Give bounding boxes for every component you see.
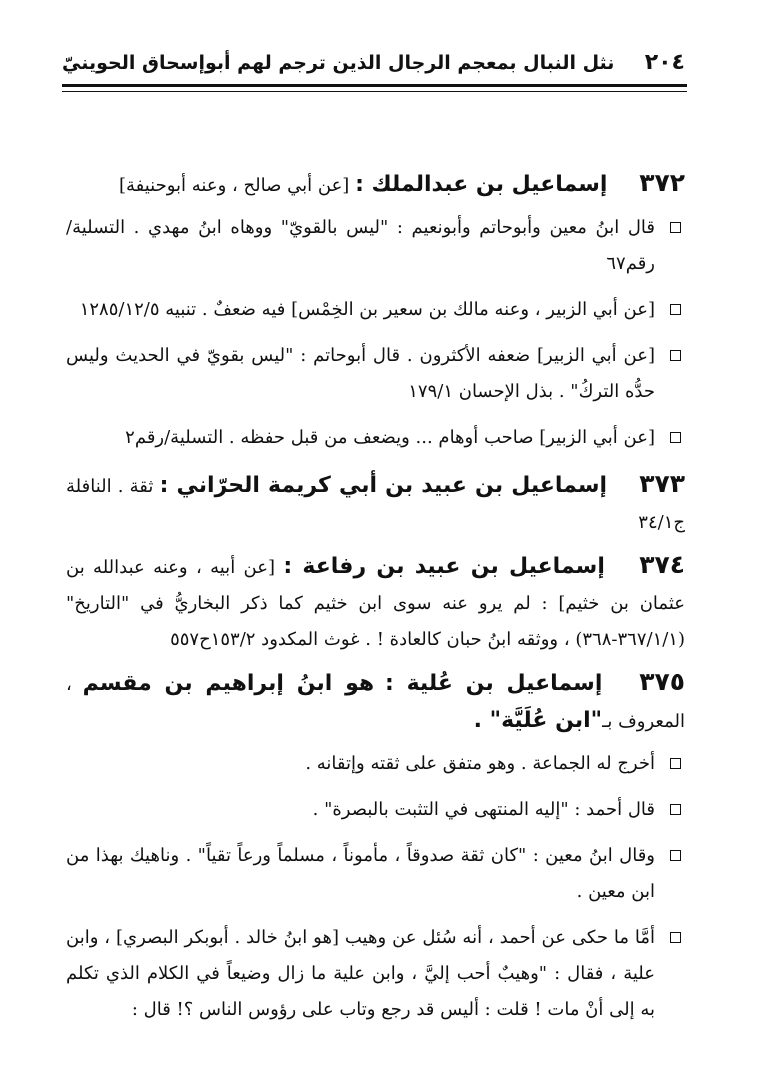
list-item — [66, 838, 685, 910]
list-item — [66, 338, 685, 410]
entry-heading — [66, 664, 685, 740]
entry-emphasis: "ابن عُلَيَّة" . — [473, 708, 603, 733]
entry-number: ٣٧٤ — [639, 550, 685, 579]
list-item — [66, 420, 685, 456]
entry-heading — [66, 165, 685, 204]
list-item — [66, 792, 685, 828]
running-title: نثل النبال بمعجم الرجال الذين ترجم لهم أبوإسحاق الحوينيّ — [62, 52, 615, 74]
entry-text: [عن أبي صالح ، وعنه أبوحنيفة] — [118, 175, 350, 196]
square-bullet-icon — [670, 758, 681, 769]
page-content — [66, 165, 685, 1038]
entry-name: إسماعيل بن عُلية : — [384, 671, 603, 696]
entry-heading — [66, 547, 685, 658]
list-item-text: [عن أبي الزبير ، وعنه مالك بن سعير بن الخِمْس] فيه ضعفٌ . تنبيه ١٢٨٥/١٢/٥ — [79, 299, 655, 320]
header-rule-thin — [62, 91, 687, 92]
list-item-text: قال ابنُ معين وأبوحاتم وأبونعيم : "ليس بالقويّ" ووهاه ابنُ مهدي . التسلية/رقم٦٧ — [66, 217, 655, 274]
square-bullet-icon — [670, 222, 681, 233]
entry-name: إسماعيل بن عبدالملك : — [355, 172, 608, 197]
list-item — [66, 920, 685, 1028]
square-bullet-icon — [670, 432, 681, 443]
header-rule-thick — [62, 84, 687, 87]
list-item-text: [عن أبي الزبير] ضعفه الأكثرون . قال أبوحاتم : "ليس بقويّ في الحديث وليس حدُّه التركُ" . بذل الإحسان ١٧٩/١ — [66, 345, 655, 402]
entry-text: ، المعروف بـ — [66, 674, 685, 732]
page-number: ٢٠٤ — [644, 50, 685, 75]
entry-name: إسماعيل بن عبيد بن أبي كريمة الحرّاني : — [159, 473, 608, 498]
square-bullet-icon — [670, 350, 681, 361]
entry-text: [عن أبيه ، وعنه عبدالله بن عثمان بن خثيم] : لم يرو عنه سوى ابن خثيم كما ذكر البخاريُّ في "التاريخ" (٣٦٧/١/١-٣٦٨) ، ووثقه ابنُ حبان كالعادة ! . غوث المكدود ١٥٣/٢ح٥٥٧ — [66, 557, 685, 650]
list-item-text: [عن أبي الزبير] صاحب أوهام ... ويضعف من قبل حفظه . التسلية/رقم٢ — [125, 427, 655, 448]
list-item-text: قال أحمد : "إليه المنتهى في التثبت بالبصرة" . — [312, 799, 655, 820]
square-bullet-icon — [670, 804, 681, 815]
square-bullet-icon — [670, 932, 681, 943]
list-item-text: أمَّا ما حكى عن أحمد ، أنه سُئل عن وهيب [هو ابنُ خالد . أبوبكر البصري] ، وابن علية ، فقال : "وهيبٌ أحب إليَّ ، وابن علية ما زال وضيعاً في الكلام الذي تكلم به إلى أنْ مات ! قلت : أليس قد رجع وتاب على رؤوس الناس ؟! قال : — [66, 927, 655, 1020]
list-item-text: وقال ابنُ معين : "كان ثقة صدوقاً ، مأموناً ، مسلماً ورعاً تقياً" . وناهيك بهذا من ابن معين . — [66, 845, 655, 902]
entry-number: ٣٧٥ — [639, 667, 685, 696]
entry-heading — [66, 466, 685, 541]
entry-number: ٣٧٣ — [639, 469, 685, 498]
entry-text: ثقة . النافلة ج٣٤/١ — [66, 476, 685, 533]
page-header — [62, 50, 685, 80]
square-bullet-icon — [670, 304, 681, 315]
entry-name: إسماعيل بن عبيد بن رفاعة : — [283, 554, 605, 579]
square-bullet-icon — [670, 850, 681, 861]
list-item — [66, 292, 685, 328]
entry-number: ٣٧٢ — [639, 168, 685, 197]
list-item-text: أخرج له الجماعة . وهو متفق على ثقته وإتقانه . — [305, 753, 655, 774]
entry-emphasis: هو ابنُ إبراهيم بن مقسم — [82, 671, 375, 696]
list-item — [66, 210, 685, 282]
list-item — [66, 746, 685, 782]
